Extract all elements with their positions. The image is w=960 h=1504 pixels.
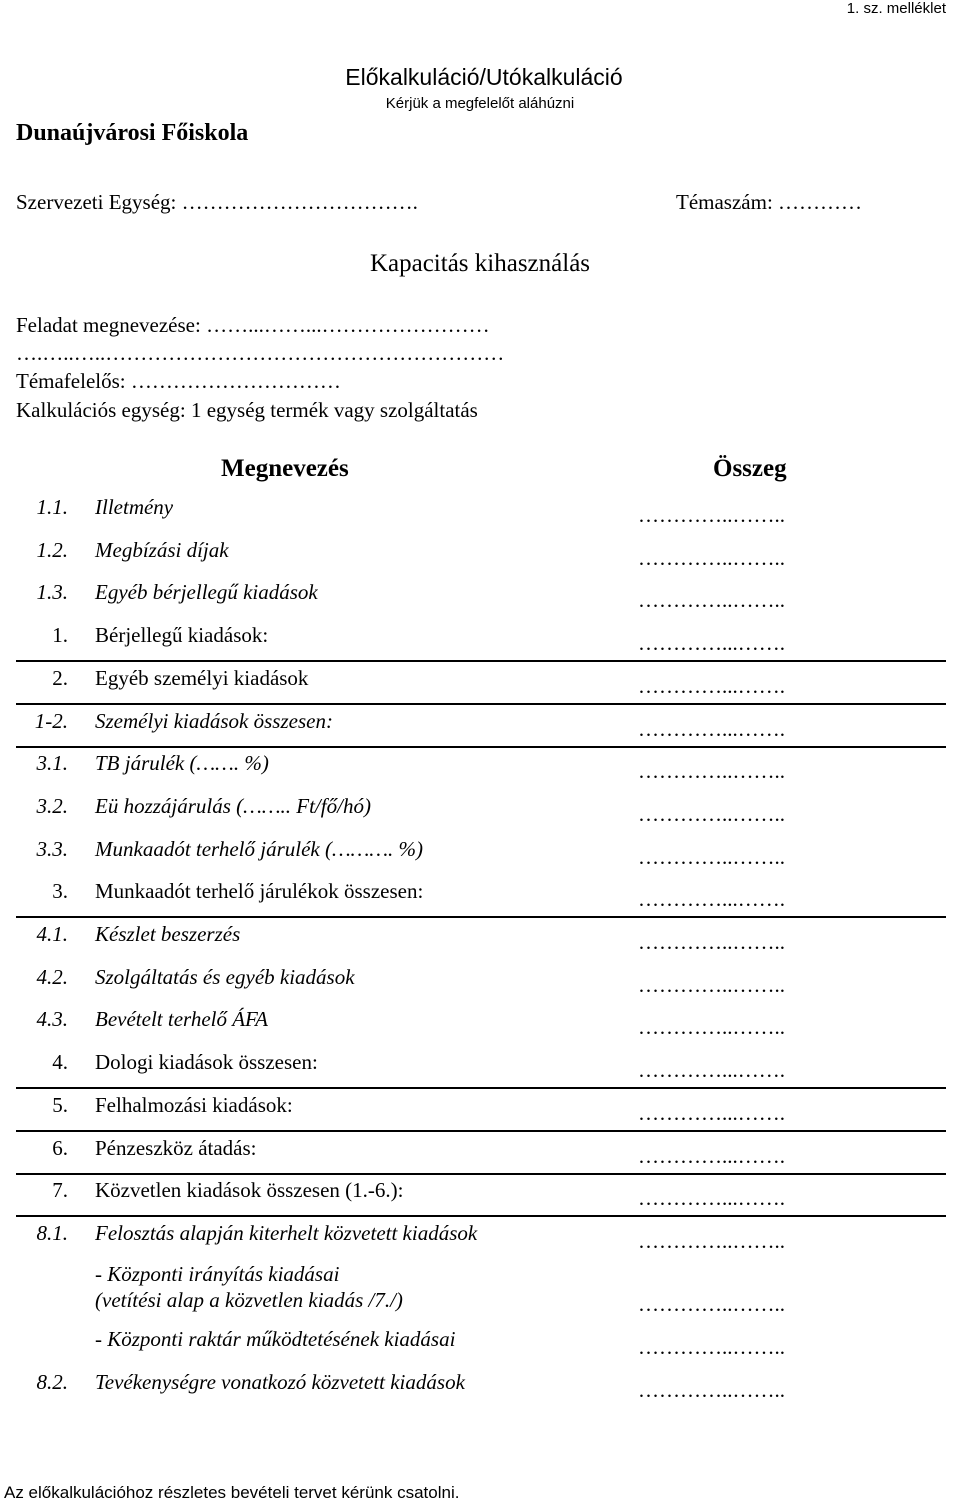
- row-label: Készlet beszerzés: [95, 922, 241, 946]
- row-amount-field[interactable]: …………...…….: [638, 673, 785, 698]
- row-number: 3.: [52, 879, 68, 904]
- row-amount-field[interactable]: …………..……..: [638, 545, 785, 570]
- row-amount-field[interactable]: …………..……..: [638, 1228, 785, 1253]
- separator-line: [16, 703, 946, 705]
- form-hint: Kérjük a megfelelőt aláhúzni: [385, 95, 575, 112]
- row-label: Bevételt terhelő ÁFA: [95, 1007, 268, 1032]
- row-amount-field[interactable]: …………..……..: [638, 588, 785, 613]
- row-number: 8.1.: [36, 1220, 68, 1245]
- responsible-field[interactable]: [16, 369, 341, 394]
- row-amount-field[interactable]: …………..……..: [638, 930, 785, 954]
- central-warehouse-amount[interactable]: …………..……..: [638, 1335, 785, 1359]
- table-row: [0, 580, 960, 620]
- table-row: [0, 879, 960, 919]
- calculation-unit: Kalkulációs egység: 1 egység termék vagy szolgáltatás: [16, 398, 478, 422]
- org-unit-label: Szervezeti Egység:: [16, 190, 177, 214]
- row-number: 6.: [52, 1135, 68, 1160]
- separator-line: [16, 1173, 946, 1175]
- row-amount-field[interactable]: …………...…….: [638, 1058, 785, 1083]
- row-amount-field[interactable]: …………..……..: [638, 503, 785, 527]
- row-amount-field[interactable]: …………..……..: [638, 759, 785, 784]
- separator-line: [16, 660, 946, 662]
- row-label: TB járulék (……. %): [95, 751, 269, 776]
- separator-line: [16, 1130, 946, 1132]
- form-title: Előkalkuláció/Utókalkuláció: [345, 64, 623, 90]
- row-number: 1.2.: [36, 537, 68, 562]
- table-row: [0, 965, 960, 1005]
- row-label: Munkaadót terhelő járulékok összesen:: [95, 879, 424, 904]
- table-row: [0, 666, 960, 706]
- activity-indirect-costs-label: Tevékenységre vonatkozó közvetett kiadások: [95, 1370, 465, 1394]
- table-row: [0, 1221, 960, 1261]
- table-row: [0, 794, 960, 834]
- table-row: [0, 837, 960, 877]
- responsible-value: …………………………: [130, 369, 341, 393]
- row-amount-field[interactable]: …………...…….: [638, 631, 785, 656]
- row-number: 4.2.: [36, 964, 68, 989]
- row-number: 3.3.: [36, 836, 68, 861]
- row-label: Pénzeszköz átadás:: [95, 1135, 257, 1160]
- row-label: Munkaadót terhelő járulék (………. %): [95, 836, 423, 861]
- row-label: Eü hozzájárulás (…….. Ft/fő/hó): [95, 793, 371, 818]
- central-warehouse-label: - Központi raktár működtetésének kiadásai: [95, 1327, 456, 1351]
- row-amount-field[interactable]: …………..……..: [638, 844, 785, 869]
- table-row: [0, 1093, 960, 1133]
- row-label: Felosztás alapján kiterhelt közvetett kiadások: [95, 1220, 478, 1245]
- row-number: 1.1.: [36, 495, 68, 519]
- table-row: [0, 751, 960, 791]
- institution-name: Dunaújvárosi Főiskola: [16, 120, 249, 146]
- table-row: [0, 922, 960, 962]
- column-header-name: Megnevezés: [221, 455, 349, 482]
- row-number: 1.3.: [36, 580, 68, 605]
- row-number: 4.: [52, 1050, 68, 1075]
- separator-line: [16, 1215, 946, 1217]
- row-amount-field[interactable]: …………...…….: [638, 1186, 785, 1211]
- table-row: [0, 1050, 960, 1090]
- row-amount-field[interactable]: …………...…….: [638, 1100, 785, 1125]
- row-number: 8.2.: [36, 1370, 68, 1394]
- row-number: 1.: [52, 623, 68, 648]
- separator-line: [16, 1087, 946, 1089]
- row-amount-field[interactable]: …………..……..: [638, 801, 785, 826]
- row-number: 1-2.: [34, 708, 68, 733]
- table-row: [0, 623, 960, 663]
- row-label: Szolgáltatás és egyéb kiadások: [95, 964, 355, 989]
- table-row: [0, 538, 960, 578]
- topic-number-field[interactable]: [676, 190, 862, 215]
- responsible-label: Témafelelős:: [16, 369, 126, 393]
- table-row: [0, 495, 960, 535]
- row-number: 5.: [52, 1092, 68, 1117]
- row-label: Bérjellegű kiadások:: [95, 623, 269, 648]
- row-amount-field[interactable]: …………...…….: [638, 716, 785, 741]
- table-row: [0, 709, 960, 749]
- task-name-field[interactable]: [16, 313, 490, 338]
- section-title: Kapacitás kihasználás: [369, 250, 591, 277]
- separator-line: [16, 746, 946, 748]
- column-header-amount: Összeg: [713, 455, 787, 482]
- row-amount-field[interactable]: …………..……..: [638, 1015, 785, 1040]
- row-amount-field[interactable]: …………...…….: [638, 1143, 785, 1168]
- org-unit-value: …………………………….: [181, 190, 418, 214]
- row-number: 3.1.: [36, 751, 68, 776]
- row-label: Felhalmozási kiadások:: [95, 1092, 293, 1117]
- row-number: 2.: [52, 665, 68, 690]
- topic-number-value: …………: [778, 190, 863, 214]
- table-row: [0, 1136, 960, 1176]
- row-label: Illetmény: [95, 495, 174, 519]
- row-label: Személyi kiadások összesen:: [95, 708, 333, 733]
- row-number: 7.: [52, 1178, 68, 1203]
- table-row: [0, 1007, 960, 1047]
- row-label: Egyéb személyi kiadások: [95, 665, 309, 690]
- central-management-label: - Központi irányítás kiadásai: [95, 1262, 340, 1286]
- row-label: Megbízási díjak: [95, 537, 229, 562]
- row-number: 4.3.: [36, 1007, 68, 1032]
- topic-number-label: Témaszám:: [676, 190, 773, 214]
- table-row: [0, 1178, 960, 1218]
- row-label: Dologi kiadások összesen:: [95, 1050, 318, 1075]
- central-management-basis: (vetítési alap a közvetlen kiadás /7./): [95, 1288, 403, 1312]
- row-amount-field[interactable]: …………..……..: [638, 972, 785, 997]
- row-label: Közvetlen kiadások összesen (1.-6.):: [95, 1178, 404, 1203]
- task-name-label: Feladat megnevezése:: [16, 313, 201, 337]
- row-number: 3.2.: [36, 793, 68, 818]
- task-name-continuation: ….…..…..…………………………………………………: [16, 341, 505, 365]
- footer-note: Az előkalkulációhoz részletes bevételi tervet kérünk csatolni.: [4, 1483, 460, 1502]
- org-unit-field[interactable]: [16, 190, 418, 215]
- activity-indirect-costs-amount[interactable]: …………..……..: [638, 1378, 785, 1402]
- annex-label: 1. sz. melléklet: [846, 0, 946, 17]
- separator-line: [16, 916, 946, 918]
- row-amount-field[interactable]: …………...…….: [638, 887, 785, 912]
- central-management-amount[interactable]: …………..……..: [638, 1292, 785, 1316]
- row-number: 4.1.: [36, 922, 68, 946]
- row-label: Egyéb bérjellegű kiadások: [95, 580, 318, 605]
- task-name-value: ……...……...……………………: [206, 313, 490, 337]
